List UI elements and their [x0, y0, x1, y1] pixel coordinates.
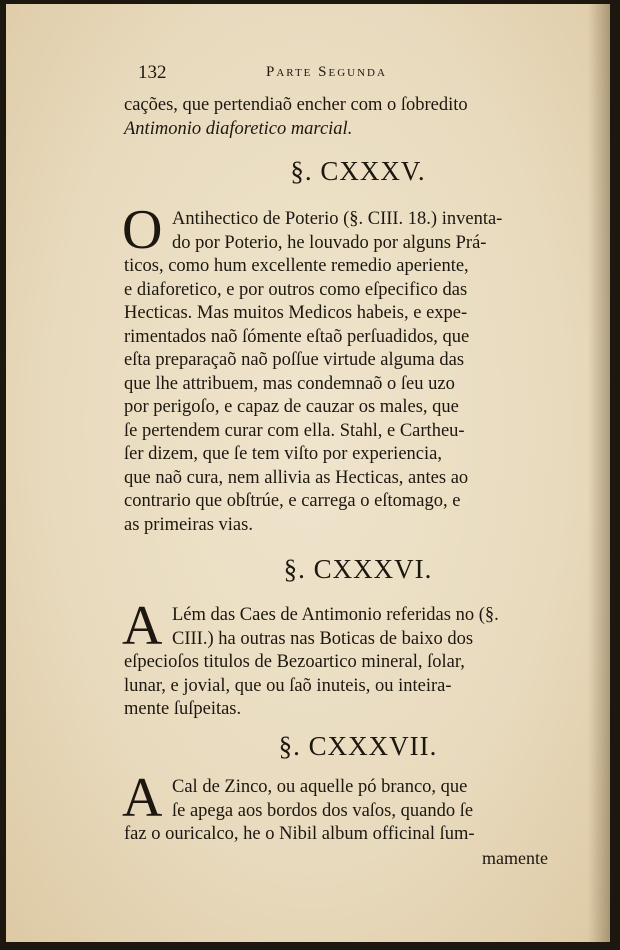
text-line: que lhe attribuem, mas condemnaõ o ſeu uzo	[124, 373, 455, 394]
text-line: as primeiras vias.	[124, 514, 253, 535]
drop-cap: A	[122, 767, 163, 829]
text-line: por perigoſo, e capaz de cauzar os males, que	[124, 397, 459, 417]
text-line: eſta preparaçaõ naõ poſſue virtude alguma das	[124, 350, 465, 370]
section-paragraph	[124, 208, 592, 537]
section-paragraph	[124, 604, 592, 722]
text-line: ſe pertendem curar com ella. Stahl, e Cartheu-	[124, 420, 465, 441]
page-number: 132	[138, 62, 167, 83]
text-line: contrario que obſtrúe, e carrega o eſtomago, e	[124, 491, 461, 511]
section-paragraph	[124, 776, 592, 847]
drop-cap: A	[122, 595, 163, 657]
text-line: cações, que pertendiaõ encher com o ſobredito	[124, 95, 468, 115]
text-line: lunar, e jovial, que ou ſaõ inuteis, ou inteira-	[124, 675, 452, 696]
text-line: ticos, como hum excellente remedio aperiente,	[124, 256, 469, 276]
text-line: Cal de Zinco, ou aquelle pó branco, que	[172, 777, 468, 797]
text-line: rimentados naõ ſómente eſtaõ perſuadidos, que	[124, 326, 470, 347]
page-header	[138, 62, 478, 88]
drop-cap: O	[122, 199, 163, 261]
section-heading: §. CXXXV.	[290, 156, 426, 186]
text-line: Antimonio diaforetico marcial.	[124, 118, 353, 139]
text-line: Hecticas. Mas muitos Medicos habeis, e expe-	[124, 303, 468, 323]
text-line: Lém das Caes de Antimonio referidas no (§.	[172, 605, 499, 625]
text-line: ſe apega aos bordos dos vaſos, quando ſe	[172, 800, 474, 821]
text-line: faz o ouricalco, he o Nibil album officinal ſum-	[124, 824, 475, 844]
section-heading: §. CXXXVI.	[283, 554, 433, 584]
intro-paragraph	[124, 94, 592, 141]
section-heading: §. CXXXVII.	[278, 731, 438, 761]
running-title: Parte Segunda	[266, 64, 387, 80]
text-line: que naõ cura, nem allivia as Hecticas, antes ao	[124, 467, 469, 488]
text-line: Antihectico de Poterio (§. CIII. 18.) inventa-	[172, 209, 503, 229]
text-line: do por Poterio, he louvado por alguns Prá-	[172, 232, 487, 253]
text-line: mente ſuſpeitas.	[124, 699, 242, 719]
text-line: eſpecioſos titulos de Bezoartico mineral, ſolar,	[124, 652, 465, 672]
text-line: CIII.) ha outras nas Boticas de baixo dos	[172, 628, 474, 649]
text-line: ſer dizem, que ſe tem viſto por experiencia,	[124, 444, 442, 464]
book-page	[6, 4, 610, 942]
text-line: e diaforetico, e por outros como eſpecifico das	[124, 279, 468, 300]
catchword: mamente	[482, 848, 548, 868]
